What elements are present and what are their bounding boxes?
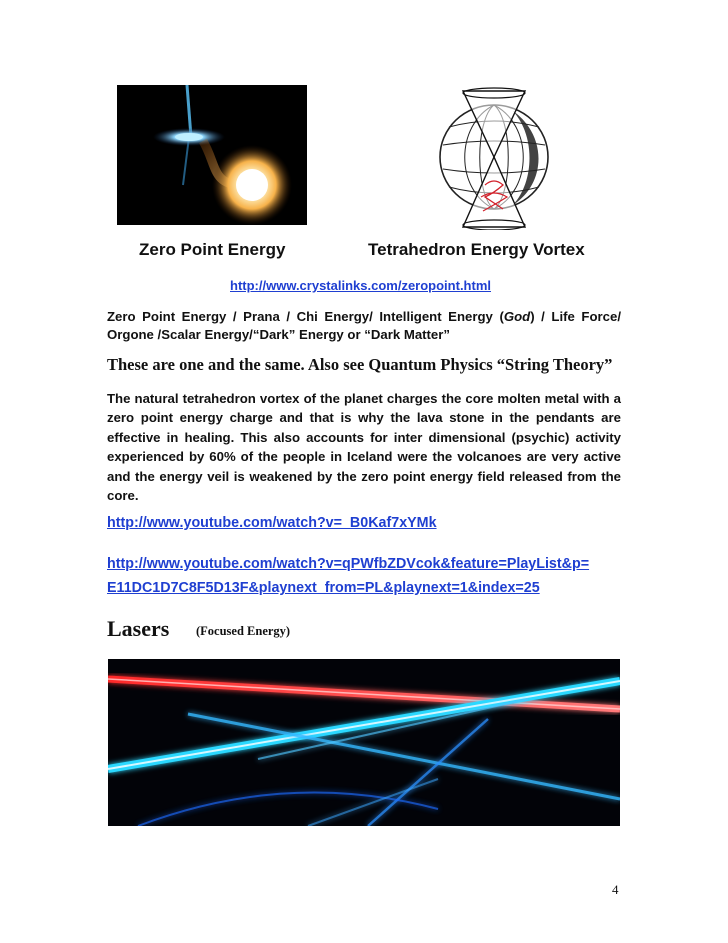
youtube-link-2-line2[interactable]: E11DC1D7C8F5D13F&playnext_from=PL&playnext=1&index=25: [107, 580, 540, 596]
lasers-illustration: [108, 659, 620, 826]
energy-names-part1: Zero Point Energy / Prana / Chi Energy/ Intelligent Energy (: [107, 309, 504, 324]
vortex-body-paragraph: The natural tetrahedron vortex of the planet charges the core molten metal with a zero point energy charge and that is why the lava stone in the pendants are effective in healing. This also accounts for inter dimensional (psychic) activity experienced by 60% of the people in Iceland were the volcanoes are very active and the energy veil is weakened by the zero point energy field released from the core.: [107, 391, 621, 504]
tetrahedron-vortex-caption: Tetrahedron Energy Vortex: [368, 240, 585, 259]
same-one-statement: These are one and the same. Also see Quantum Physics “String Theory”: [107, 355, 613, 374]
crystalinks-link[interactable]: http://www.crystalinks.com/zeropoint.html: [230, 278, 491, 293]
lasers-subheading: (Focused Energy): [196, 624, 291, 638]
god-word: God: [503, 309, 531, 324]
youtube-link-2-line1[interactable]: http://www.youtube.com/watch?v=qPWfbZDVcok&feature=PlayList&p=: [107, 556, 590, 572]
page-number: 4: [612, 882, 619, 897]
zero-point-energy-image: [117, 85, 307, 225]
tetrahedron-vortex-image: [435, 85, 553, 230]
black-hole-illustration: [117, 85, 307, 225]
energy-names-paragraph: [107, 308, 621, 344]
vortex-illustration: [435, 85, 553, 230]
energy-names-part2: ) / Life Force/ Orgone /Scalar Energy/“Dark” Energy or “Dark Matter”: [107, 309, 621, 342]
zero-point-energy-caption: Zero Point Energy: [139, 240, 286, 259]
lasers-image: [108, 659, 620, 826]
lasers-heading: Lasers: [107, 616, 170, 641]
youtube-link-1[interactable]: http://www.youtube.com/watch?v=_B0Kaf7xYMk: [107, 515, 437, 531]
